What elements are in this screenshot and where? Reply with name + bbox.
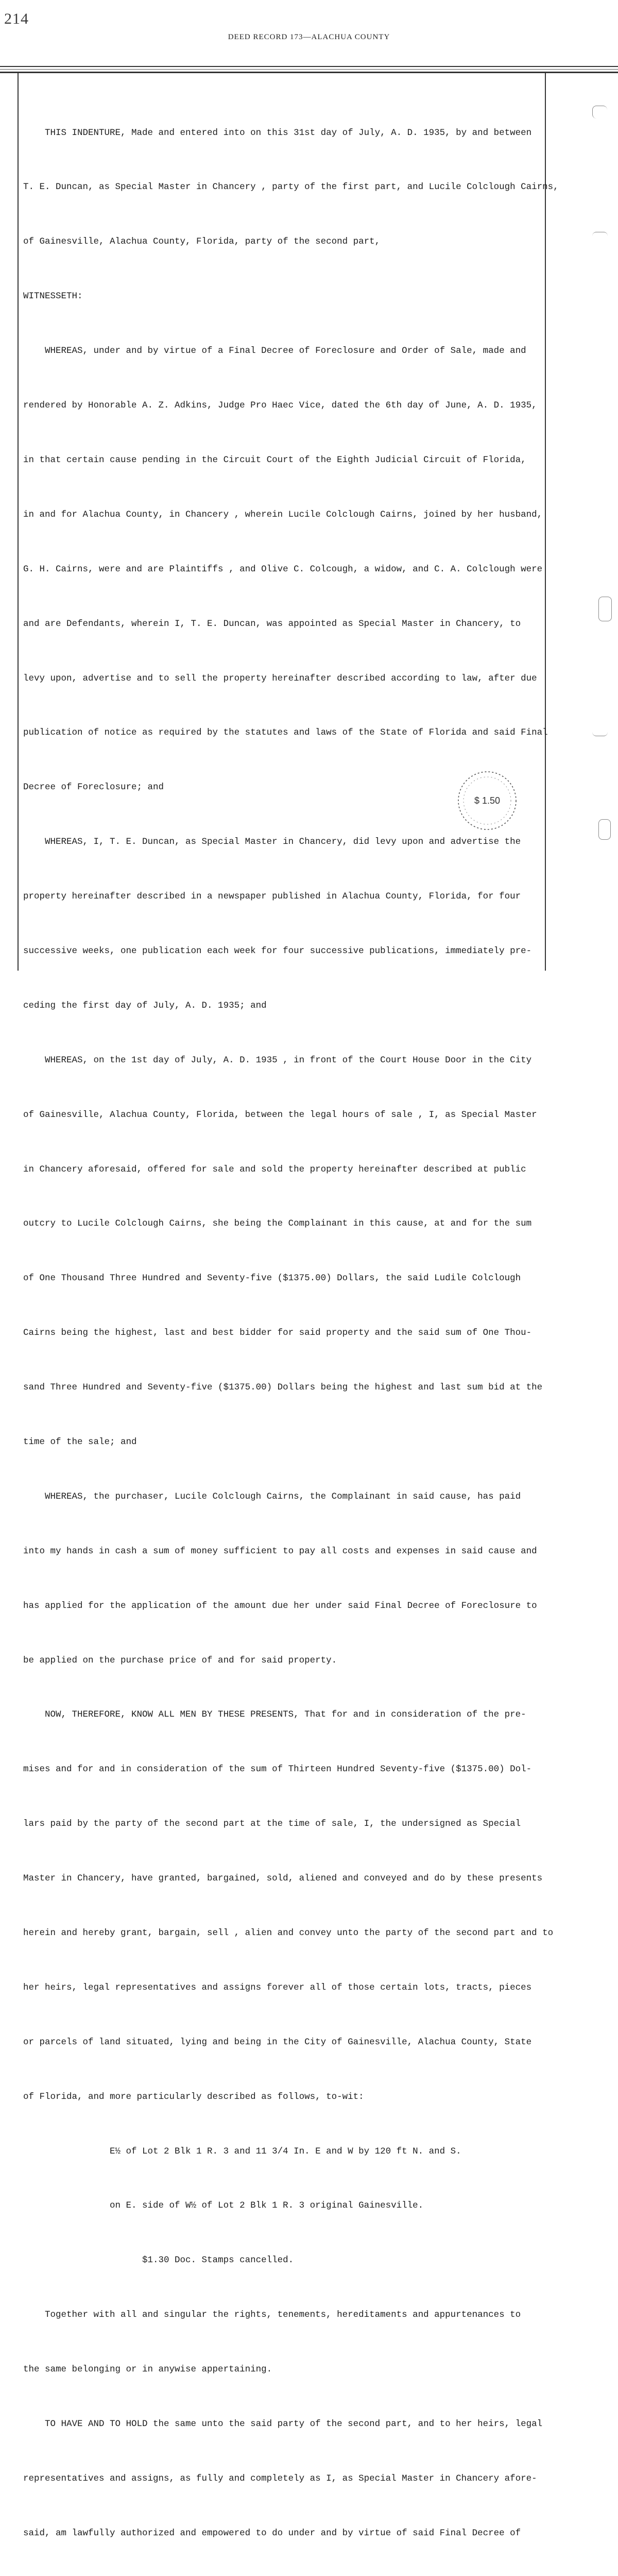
text-line: G. H. Cairns, were and are Plaintiffs , and Olive C. Colcough, a widow, and C. A. Colclough were	[23, 564, 543, 574]
page-number: 214	[4, 10, 29, 27]
text-line: in and for Alachua County, in Chancery , wherein Lucile Colclough Cairns, joined by her husband,	[23, 509, 543, 520]
page-title: DEED RECORD 173—ALACHUA COUNTY	[228, 33, 390, 41]
text-line: mises and for and in consideration of the sum of Thirteen Hundred Seventy-five ($1375.00) Dol-	[23, 1764, 532, 1775]
property-description-line: on E. side of W½ of Lot 2 Blk 1 R. 3 original Gainesville.	[23, 2200, 424, 2211]
text-line: time of the sale; and	[23, 1436, 137, 1447]
text-line: and are Defendants, wherein I, T. E. Duncan, was appointed as Special Master in Chancery, to	[23, 618, 521, 629]
text-line: Cairns being the highest, last and best bidder for said property and the said sum of One Thou-	[23, 1328, 532, 1338]
text-line: successive weeks, one publication each week for four successive publications, immediately pre-	[23, 945, 532, 956]
text-line: outcry to Lucile Colclough Cairns, she being the Complainant in this cause, at and for the sum	[23, 1218, 532, 1229]
text-line: sand Three Hundred and Seventy-five ($1375.00) Dollars being the highest and last sum bid at the	[23, 1382, 543, 1393]
margin-bracket-mark	[592, 106, 607, 118]
text-line: has applied for the application of the amount due her under said Final Decree of Foreclosure to	[23, 1600, 537, 1611]
text-line: of Gainesville, Alachua County, Florida, between the legal hours of sale , I, as Special Master	[23, 1109, 537, 1120]
header-rule-top	[0, 66, 618, 67]
text-line: THIS INDENTURE, Made and entered into on this 31st day of July, A. D. 1935, by and between	[23, 127, 532, 138]
text-line: WITNESSETH:	[23, 291, 83, 302]
text-line: lars paid by the party of the second part at the time of sale, I, the undersigned as Special	[23, 1819, 521, 1829]
text-line: of Gainesville, Alachua County, Florida, party of the second part,	[23, 236, 381, 247]
text-line: Together with all and singular the rights, tenements, hereditaments and appurtenances to	[23, 2310, 521, 2320]
margin-bracket-mark	[598, 819, 611, 840]
margin-bracket-mark	[598, 597, 612, 621]
text-line: her heirs, legal representatives and assigns forever all of those certain lots, tracts, pieces	[23, 1982, 532, 1993]
cancelled-stamp-seal-icon	[454, 768, 520, 834]
deed-body	[23, 88, 559, 2576]
text-line: NOW, THEREFORE, KNOW ALL MEN BY THESE PRESENTS, That for and in consideration of the pre-	[23, 1709, 526, 1720]
text-line: publication of notice as required by the statutes and laws of the State of Florida and said Final	[23, 727, 548, 738]
stamp-amount: $ 1.50	[474, 795, 501, 806]
margin-bracket-mark	[592, 726, 608, 736]
text-line: representatives and assigns, as fully and completely as I, as Special Master in Chancery afore-	[23, 2473, 537, 2484]
text-line: WHEREAS, under and by virtue of a Final Decree of Foreclosure and Order of Sale, made and	[23, 346, 526, 357]
margin-bracket-mark	[592, 232, 608, 242]
text-line: property hereinafter described in a newspaper published in Alachua County, Florida, for four	[23, 891, 521, 902]
text-line: in that certain cause pending in the Circuit Court of the Eighth Judicial Circuit of Florida,	[23, 454, 526, 465]
header-rule-bottom	[0, 72, 618, 73]
text-line: rendered by Honorable A. Z. Adkins, Judge Pro Haec Vice, dated the 6th day of June, A. D. 1935,	[23, 400, 537, 411]
text-line: in Chancery aforesaid, offered for sale and sold the property hereinafter described at public	[23, 1164, 526, 1175]
text-line: the same belonging or in anywise appertaining.	[23, 2364, 272, 2375]
text-line: Decree of Foreclosure; and	[23, 782, 164, 793]
header-rule-middle	[0, 69, 618, 70]
text-line: Master in Chancery, have granted, bargained, sold, aliened and conveyed and do by these presents	[23, 1873, 543, 1884]
text-line: ceding the first day of July, A. D. 1935; and	[23, 1000, 267, 1011]
property-description-line: E½ of Lot 2 Blk 1 R. 3 and 11 3/4 In. E and W by 120 ft N. and S.	[23, 2146, 461, 2157]
text-line: WHEREAS, on the 1st day of July, A. D. 1935 , in front of the Court House Door in the City	[23, 1055, 532, 1065]
text-line: levy upon, advertise and to sell the property hereinafter described according to law, after due	[23, 673, 537, 684]
stamps-note-line: $1.30 Doc. Stamps cancelled.	[23, 2255, 294, 2266]
text-line: be applied on the purchase price of and for said property.	[23, 1655, 337, 1666]
text-line: of Florida, and more particularly described as follows, to-wit:	[23, 2091, 364, 2102]
text-line: T. E. Duncan, as Special Master in Chancery , party of the first part, and Lucile Colclough Cairns,	[23, 182, 559, 193]
text-line: WHEREAS, the purchaser, Lucile Colclough Cairns, the Complainant in said cause, has paid	[23, 1491, 521, 1502]
left-margin-line	[18, 73, 19, 971]
text-line: TO HAVE AND TO HOLD the same unto the said party of the second part, and to her heirs, legal	[23, 2419, 543, 2429]
text-line: or parcels of land situated, lying and being in the City of Gainesville, Alachua County, State	[23, 2037, 532, 2047]
text-line: said, am lawfully authorized and empowered to do under and by virtue of said Final Decree of	[23, 2528, 521, 2538]
text-line: into my hands in cash a sum of money sufficient to pay all costs and expenses in said cause and	[23, 1546, 537, 1556]
text-line: of One Thousand Three Hundred and Seventy-five ($1375.00) Dollars, the said Ludile Colclough	[23, 1273, 521, 1284]
text-line: herein and hereby grant, bargain, sell , alien and convey unto the party of the second part and to	[23, 1927, 554, 1938]
text-line: WHEREAS, I, T. E. Duncan, as Special Master in Chancery, did levy upon and advertise the	[23, 837, 521, 848]
